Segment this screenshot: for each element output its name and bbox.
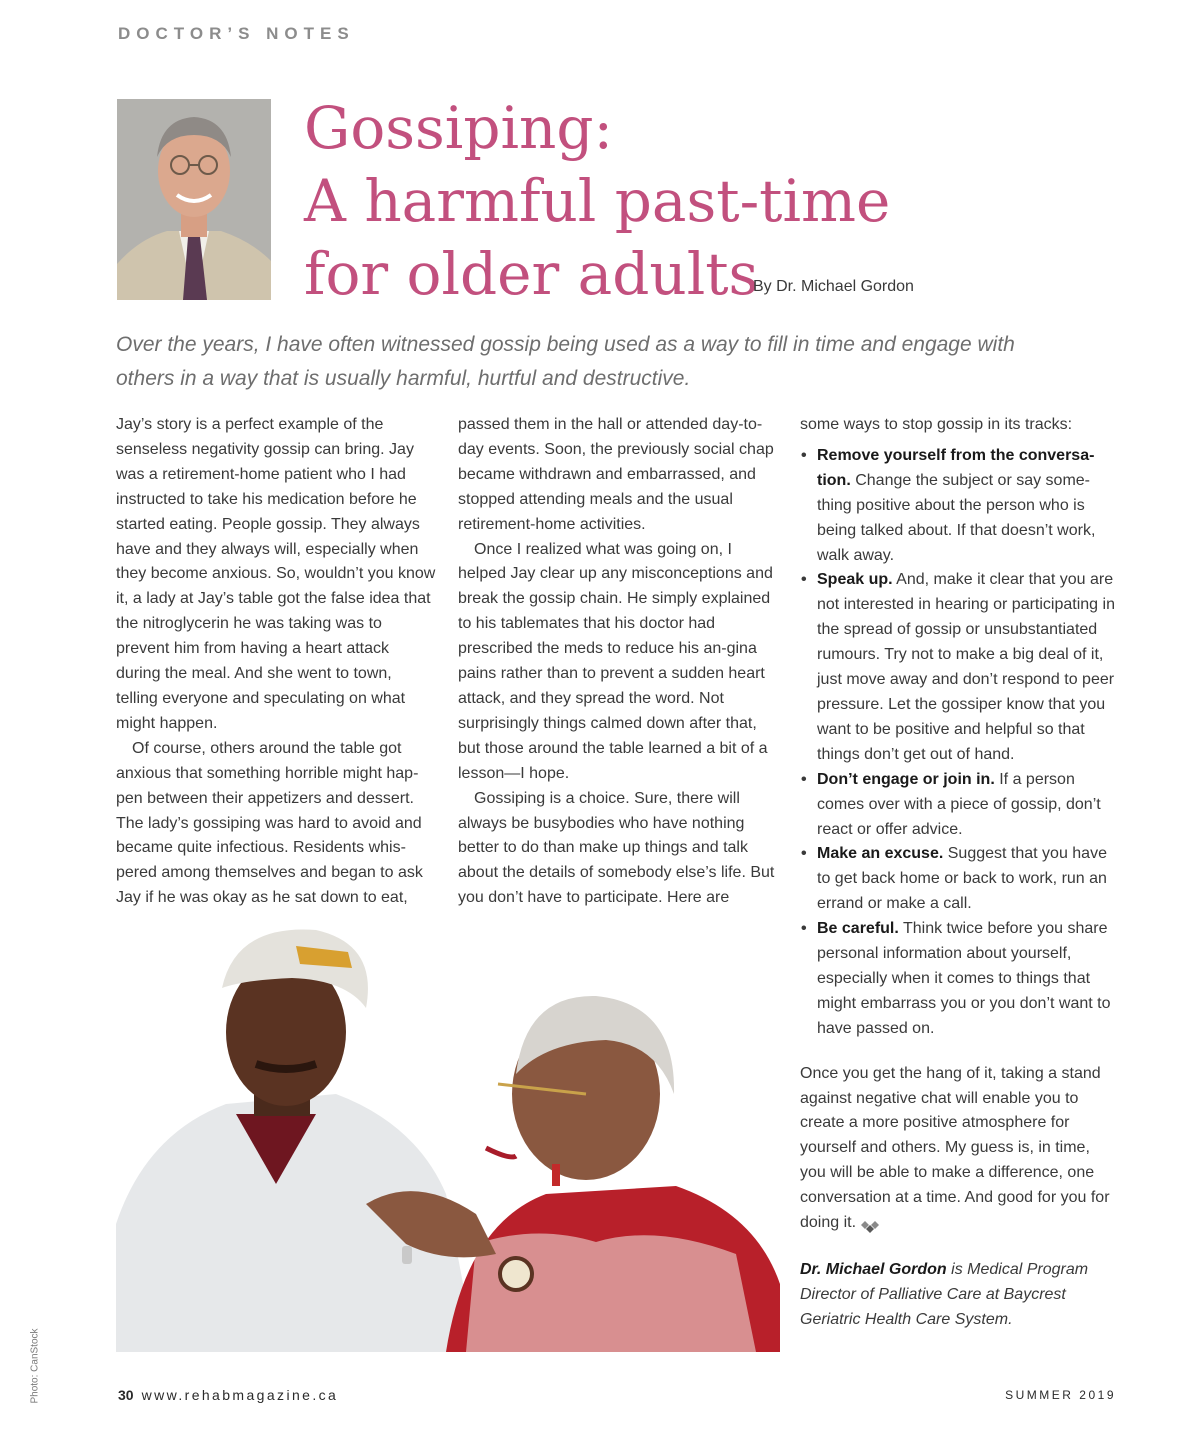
closing-text: Once you get the hang of it, taking a stand against negative chat will enable you to create a more positive atmosphere for yourself and others. My guess is, in time, you will be able to make a difference, one conversation at a time. And good for you for doing it. [800,1064,1110,1232]
tip-heading: Speak up. [817,571,893,589]
paragraph: Gossiping is a choice. Sure, there will always be busybodies who have nothing better to do than make up things and talk about the details of somebody else’s life. But you don’t have to participate. Here are [458,789,775,907]
tip-item [800,444,1118,569]
tip-item [800,842,1118,917]
issue-label: SUMMER 2019 [1005,1388,1116,1402]
title-line: A harmful past-time [304,167,891,235]
paragraph: Once I realized what was going on, I helped Jay clear up any misconceptions and break the gossip chain. He simply explained to his tablemates that his doctor had prescribed the meds to reduce his an-gina pains rather than to prevent a sudden heart attack, and they spread the word. Not surprisingly things calmed down after that, but those around the table learned a bit of a lesson—I hope. [458,540,773,782]
paragraph: Of course, others around the table got anxious that something horrible might hap-pen between their appetizers and dessert. The lady’s gossiping was hard to avoid and became quite infectious. Residents whis-pered among themselves and began to ask Jay if he was okay as he sat down to eat, [116,739,423,907]
title-line: for older adults [304,240,759,308]
page-number: 30 [118,1387,134,1403]
tip-text: If a person comes over with a piece of gossip, don’t react or offer advice. [817,770,1101,838]
footer-left [118,1387,338,1403]
author-bio [800,1258,1118,1333]
body-column-3 [800,413,1118,1333]
photo-credit [29,1330,41,1402]
paragraph: Jay’s story is a perfect example of the senseless negativity gossip can bring. Jay was a retirement-home patient who I had instructed to take his medication before he started eating. People gossip. They always have and they always will, especially when they become anxious. So, wouldn’t you know it, a lady at Jay’s table got the false idea that the nitroglycerin he was taking was to prevent him from having a heart attack during the meal. And she went to town, telling everyone and speculating on what might happen. [116,416,436,732]
closing-paragraph [800,1062,1118,1236]
author-photo [117,99,271,300]
photo-credit-text: Photo: CanStock [29,1328,41,1404]
bio-name: Dr. Michael Gordon [800,1261,947,1278]
tip-item [800,568,1118,767]
body-column-2 [458,413,778,911]
end-mark-diamond-icon [860,1217,880,1229]
tip-item [800,768,1118,843]
title-line: Gossiping: [304,94,614,162]
paragraph: passed them in the hall or attended day-to-day events. Soon, the previously social chap became withdrawn and embarrassed, and stopped attending meals and the usual retirement-home activities. [458,416,774,533]
tips-list [800,444,1118,1042]
tip-heading: Make an excuse. [817,845,944,863]
bio-text: is Medical Program Director of Palliative Care at Baycrest Geriatric Health Care System. [800,1261,1089,1328]
tip-heading: Remove yourself from the conversa-tion. [817,446,1095,489]
paragraph: some ways to stop gossip in its tracks: [800,416,1073,433]
tip-text: Think twice before you share personal information about yourself, especially when it comes to things that might embarrass you or you don’t want to have passed on. [817,920,1111,1037]
intro-deck: Over the years, I have often witnessed gossip being used as a way to fill in time and engage with others in a way that is usually harmful, hurtful and destructive. [116,333,1015,390]
section-label: DOCTOR’S NOTES [118,24,355,43]
tip-text: Suggest that you have to get back home or back to work, run an errand or make a call. [817,845,1107,913]
tip-text: And, make it clear that you are not interested in hearing or participating in the spread of gossip or unsubstantiated rumours. Try not to make a big deal of it, just move away and don’t respond to peer pressure. Let the gossiper know that you want to be positive and helpful so that things don’t get out of hand. [817,571,1115,763]
body-column-1 [116,413,436,911]
article-photo [116,924,780,1352]
tip-text: Change the subject or say some-thing positive about the person who is being talked about. If that doesn’t work, walk away. [817,471,1096,564]
byline: By Dr. Michael Gordon [753,278,914,295]
website-link[interactable]: www.rehabmagazine.ca [141,1387,339,1403]
tip-item [800,917,1118,1042]
tip-heading: Be careful. [817,920,899,938]
tip-heading: Don’t engage or join in. [817,770,995,788]
